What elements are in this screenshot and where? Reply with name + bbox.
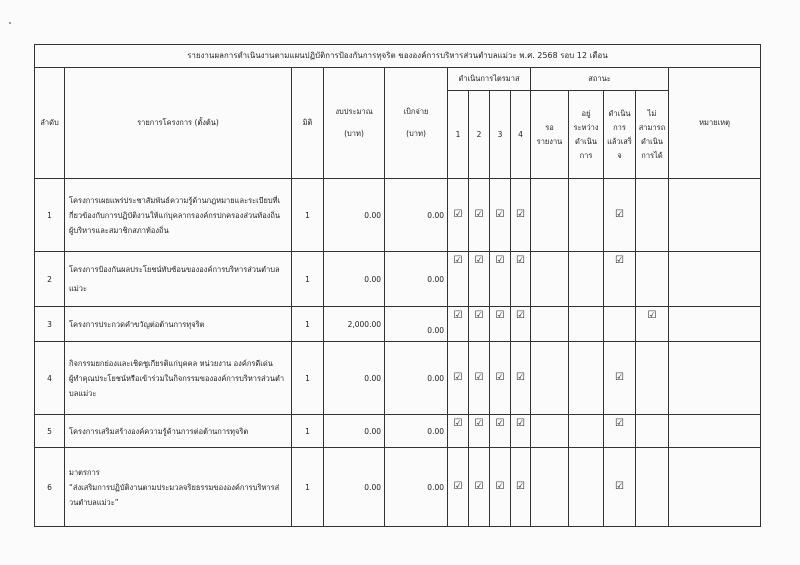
row-project: มาตรการ “ส่งเสริมการปฏิบัติงานตามประมวลจริยธรรมขององค์การบริหารส่ วนตำบลแม่วะ” (65, 448, 292, 527)
header-quarter-1: 1 (448, 91, 469, 179)
header-no: ลำดับ (35, 68, 65, 179)
quarter-check-icon: ☑ (469, 252, 490, 307)
status-wait-cell (531, 342, 569, 415)
quarter-check-icon: ☑ (448, 342, 469, 415)
table-row (35, 252, 761, 307)
header-status-group: สถานะ (531, 68, 669, 91)
remark-cell (669, 415, 761, 448)
status-wait-cell (531, 415, 569, 448)
quarter-check-icon: ☑ (448, 179, 469, 252)
status-progress-cell (569, 252, 604, 307)
quarter-check-icon: ☑ (511, 448, 531, 527)
report-title: รายงานผลการดำเนินงานตามแผนปฏิบัติการป้องกันการทุจริต ขององค์การบริหารส่วนตำบลแม่วะ พ.ศ. 2568 รอบ 12 เดือน (35, 45, 761, 68)
row-budget: 0.00 (324, 342, 385, 415)
row-project: โครงการประกวดคำขวัญต่อต้านการทุจริต (65, 307, 292, 342)
row-dimension: 1 (292, 448, 324, 527)
row-spent: 0.00 (385, 307, 448, 342)
quarter-check-icon: ☑ (448, 307, 469, 342)
scan-speck (9, 22, 11, 24)
quarter-check-icon: ☑ (469, 179, 490, 252)
row-no: 6 (35, 448, 65, 527)
table-row (35, 179, 761, 252)
header-quarter-group: ดำเนินการไตรมาส (448, 68, 531, 91)
remark-cell (669, 307, 761, 342)
status-wait-cell (531, 448, 569, 527)
quarter-check-icon: ☑ (511, 307, 531, 342)
status-done-check-icon: ☑ (604, 448, 636, 527)
quarter-check-icon: ☑ (448, 415, 469, 448)
row-spent: 0.00 (385, 448, 448, 527)
quarter-check-icon: ☑ (490, 307, 511, 342)
status-unable-cell (636, 448, 669, 527)
header-spent: เบิกจ่าย (บาท) (385, 68, 448, 179)
status-done-check-icon: ☑ (604, 415, 636, 448)
status-unable-cell (636, 415, 669, 448)
row-dimension: 1 (292, 179, 324, 252)
status-unable-cell (636, 252, 669, 307)
row-project: กิจกรรมยกย่องและเชิดชูเกียรติแก่บุคคล หน่วยงาน องค์กรดีเด่น ผู้ทำคุณประโยชน์หรือเข้าร่วมในกิจกรรมขององค์การบริหารส่วนตำ บลแม่วะ (65, 342, 292, 415)
table-row (35, 342, 761, 415)
quarter-check-icon: ☑ (490, 252, 511, 307)
status-done-check-icon: ☑ (604, 342, 636, 415)
remark-cell (669, 179, 761, 252)
quarter-check-icon: ☑ (490, 342, 511, 415)
row-spent: 0.00 (385, 415, 448, 448)
quarter-check-icon: ☑ (490, 179, 511, 252)
quarter-check-icon: ☑ (469, 448, 490, 527)
header-remark: หมายเหตุ (669, 68, 761, 179)
header-budget: งบประมาณ (บาท) (324, 68, 385, 179)
row-dimension: 1 (292, 342, 324, 415)
row-dimension: 1 (292, 415, 324, 448)
table-row (35, 307, 761, 342)
status-done-check-icon: ☑ (604, 252, 636, 307)
quarter-check-icon: ☑ (469, 342, 490, 415)
row-project: โครงการเผยแพร่ประชาสัมพันธ์ความรู้ด้านกฎหมายและระเบียบที่เ กี่ยวข้องกับการปฏิบัติงานให้แก่บุคลากรองค์กรปกครองส่วนท้องถิ่น ผู้บริหารและสมาชิกสภาท้องถิ่น (65, 179, 292, 252)
status-unable-cell (636, 342, 669, 415)
report-table (34, 44, 761, 527)
row-budget: 0.00 (324, 448, 385, 527)
table-row (35, 415, 761, 448)
quarter-check-icon: ☑ (511, 415, 531, 448)
status-progress-cell (569, 307, 604, 342)
header-quarter-2: 2 (469, 91, 490, 179)
quarter-check-icon: ☑ (490, 415, 511, 448)
row-budget: 0.00 (324, 415, 385, 448)
status-wait-cell (531, 252, 569, 307)
row-budget: 2,000.00 (324, 307, 385, 342)
status-progress-cell (569, 179, 604, 252)
status-progress-cell (569, 415, 604, 448)
status-wait-cell (531, 179, 569, 252)
row-project: โครงการป้องกันผลประโยชน์ทับซ้อนขององค์การบริหารส่วนตำบล แม่วะ (65, 252, 292, 307)
quarter-check-icon: ☑ (490, 448, 511, 527)
header-status-unable: ไม่ สามารถ ดำเนิน การได้ (636, 91, 669, 179)
remark-cell (669, 252, 761, 307)
row-no: 5 (35, 415, 65, 448)
row-no: 4 (35, 342, 65, 415)
status-unable-cell (636, 179, 669, 252)
row-dimension: 1 (292, 307, 324, 342)
status-wait-cell (531, 307, 569, 342)
header-status-progress: อยู่ ระหว่าง ดำเนิน การ (569, 91, 604, 179)
row-budget: 0.00 (324, 252, 385, 307)
row-budget: 0.00 (324, 179, 385, 252)
remark-cell (669, 342, 761, 415)
quarter-check-icon: ☑ (448, 448, 469, 527)
header-status-wait: รอ รายงาน (531, 91, 569, 179)
header-status-done: ดำเนิน การ แล้วเสร็ จ (604, 91, 636, 179)
table-row (35, 448, 761, 527)
remark-cell (669, 448, 761, 527)
quarter-check-icon: ☑ (469, 307, 490, 342)
header-quarter-4: 4 (511, 91, 531, 179)
row-spent: 0.00 (385, 252, 448, 307)
header-project: รายการโครงการ (ตั้งต้น) (65, 68, 292, 179)
row-dimension: 1 (292, 252, 324, 307)
row-no: 3 (35, 307, 65, 342)
row-spent: 0.00 (385, 179, 448, 252)
quarter-check-icon: ☑ (448, 252, 469, 307)
status-progress-cell (569, 448, 604, 527)
quarter-check-icon: ☑ (511, 252, 531, 307)
row-project: โครงการเสริมสร้างองค์ความรู้ด้านการต่อต้านการทุจริต (65, 415, 292, 448)
row-no: 1 (35, 179, 65, 252)
status-done-cell (604, 307, 636, 342)
row-spent: 0.00 (385, 342, 448, 415)
row-no: 2 (35, 252, 65, 307)
status-unable-check-icon: ☑ (636, 307, 669, 342)
quarter-check-icon: ☑ (511, 342, 531, 415)
quarter-check-icon: ☑ (511, 179, 531, 252)
header-quarter-3: 3 (490, 91, 511, 179)
header-dimension: มิติ (292, 68, 324, 179)
status-done-check-icon: ☑ (604, 179, 636, 252)
quarter-check-icon: ☑ (469, 415, 490, 448)
status-progress-cell (569, 342, 604, 415)
